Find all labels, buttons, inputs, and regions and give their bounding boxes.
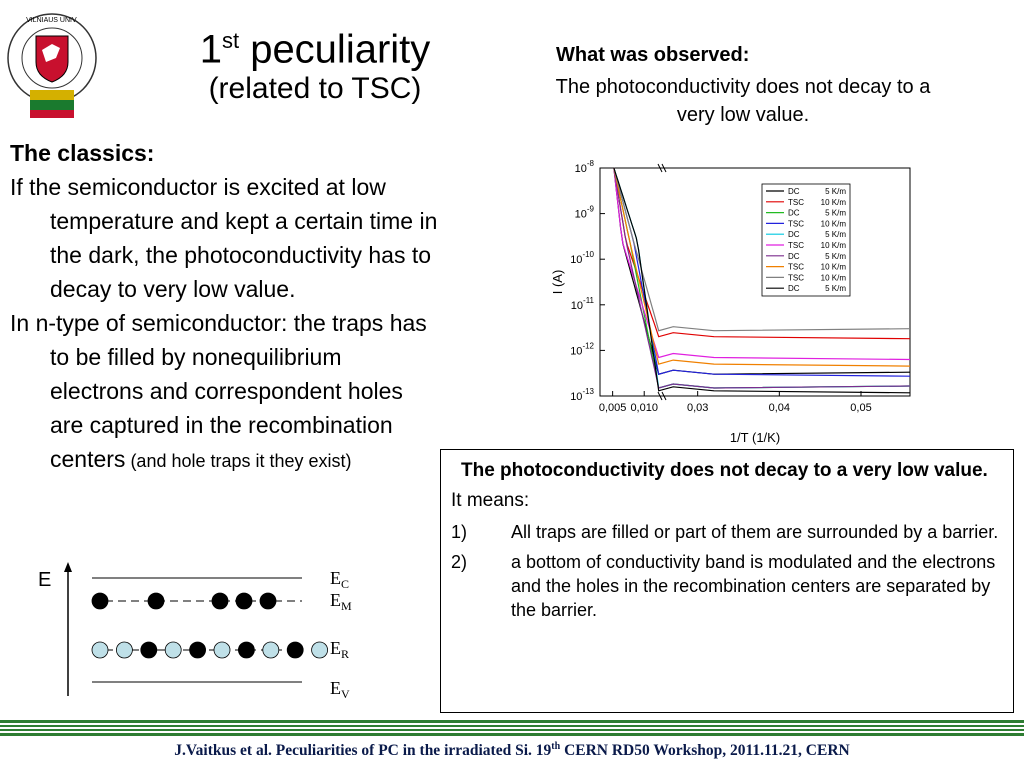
- legend-series-rate: 10 K/m: [820, 241, 846, 250]
- legend-series-name: TSC: [788, 219, 804, 229]
- box-means: It means:: [451, 490, 530, 511]
- y-tick-label: $10^{-12}$: [570, 341, 594, 358]
- empty-center-dot: [116, 642, 132, 658]
- footer-pre: J.Vaitkus et al. Peculiarities of PC in the irradiated Si. 19: [174, 742, 552, 760]
- legend-series-rate: 5 K/m: [825, 187, 846, 196]
- empty-center-dot: [263, 642, 279, 658]
- legend-series-rate: 5 K/m: [825, 230, 846, 240]
- legend-series-name: TSC: [788, 262, 804, 272]
- electron-dot: [236, 593, 252, 609]
- x-tick-label: 0,04: [768, 402, 791, 414]
- level-ev-label: $E_V$: [330, 678, 350, 700]
- energy-axis-label: E: [38, 569, 52, 591]
- energy-level-diagram: [30, 560, 370, 700]
- footer-sup: th: [551, 741, 561, 752]
- legend-series-rate: 5 K/m: [825, 251, 846, 261]
- observed-heading: What was observed:: [556, 44, 750, 66]
- box-heading: The photoconductivity does not decay to a very low value.: [461, 460, 988, 481]
- chart-legend: [762, 184, 850, 296]
- level-er-label: $E_R$: [330, 638, 350, 661]
- legend-series-rate: 10 K/m: [820, 197, 846, 207]
- footer-post: CERN RD50 Workshop, 2011.11.21, CERN: [560, 742, 850, 760]
- classics-heading: The classics:: [10, 140, 155, 166]
- x-tick-label: 0,05: [850, 402, 872, 414]
- empty-center-dot: [165, 642, 181, 658]
- legend-series-rate: 10 K/m: [820, 262, 846, 272]
- legend-series-name: DC: [788, 230, 800, 240]
- classics-paragraph-1: If the semiconductor is excited at low temperature and kept a certain time in the dark, the photoconductivity has to decay to very low value.: [10, 174, 438, 302]
- filled-center-dot: [238, 642, 254, 658]
- slide-title: [150, 18, 480, 106]
- legend-series-rate: 10 K/m: [820, 273, 846, 283]
- legend-series-rate: 10 K/m: [820, 219, 846, 229]
- x-tick-label: 0,005: [598, 402, 627, 414]
- empty-center-dot: [214, 642, 230, 658]
- slide-subtitle: (related to TSC): [208, 72, 422, 106]
- legend-series-name: TSC: [788, 241, 804, 250]
- footer-divider: [0, 720, 1024, 738]
- observed-section: [548, 44, 938, 129]
- box-item-1: [451, 520, 1003, 544]
- legend-series-name: DC: [788, 187, 800, 196]
- electron-dot: [212, 593, 228, 609]
- empty-center-dot: [312, 642, 328, 658]
- filled-center-dot: [287, 642, 303, 658]
- filled-center-dot: [190, 642, 206, 658]
- level-ec-label: $E_C$: [330, 568, 350, 591]
- filled-center-dot: [141, 642, 157, 658]
- university-seal-logo: [6, 6, 98, 122]
- box-item-1-text: All traps are filled or part of them are surrounded by a barrier.: [511, 522, 999, 542]
- x-tick-label: 0,03: [686, 402, 709, 414]
- y-tick-label: $10^{-8}$: [574, 159, 594, 175]
- chart-axes: [550, 159, 910, 445]
- classics-paragraph-2: [10, 306, 440, 478]
- level-em-label: $E_M$: [330, 590, 352, 613]
- classics-section: [10, 136, 440, 478]
- legend-series-name: DC: [788, 251, 800, 261]
- x-axis-label: 1/T (1/K): [729, 430, 781, 445]
- legend-series-name: DC: [788, 284, 800, 294]
- title-rest: peculiarity: [239, 27, 431, 72]
- legend-series-name: TSC: [788, 273, 804, 283]
- title-base: 1: [199, 27, 222, 72]
- classics-p2-note: (and hole traps it they exist): [125, 451, 352, 471]
- legend-series-name: TSC: [788, 197, 804, 207]
- footer-citation: [0, 741, 1024, 760]
- x-tick-label: 0,010: [630, 402, 658, 414]
- electron-dot: [148, 593, 164, 609]
- y-tick-label: $10^{-13}$: [570, 387, 594, 403]
- photocurrent-chart: [540, 148, 960, 448]
- electron-dot: [260, 593, 276, 609]
- empty-center-dot: [92, 642, 108, 658]
- y-tick-label: $10^{-9}$: [574, 204, 594, 221]
- classics-p2-main: In n-type of semiconductor: the traps has to be filled by nonequilibrium electrons and correspondent holes are captured in the recombination centers: [10, 310, 427, 472]
- energy-axis-arrow: [64, 562, 72, 572]
- box-item-2-num: 2): [451, 552, 468, 572]
- explanation-box: [440, 449, 1014, 713]
- y-tick-label: $10^{-10}$: [570, 250, 594, 267]
- plot-frame: [600, 168, 910, 396]
- legend-series-name: DC: [788, 208, 800, 218]
- legend-series-rate: 5 K/m: [825, 208, 846, 218]
- legend-series-rate: 5 K/m: [825, 284, 846, 294]
- box-item-2-text: a bottom of conductivity band is modulated and the electrons and the holes in the recombination centers are separated by the barrier.: [511, 552, 996, 620]
- svg-text:VILNIAUS UNIV.: VILNIAUS UNIV.: [26, 17, 78, 24]
- electron-dot: [92, 593, 108, 609]
- observed-text: The photoconductivity does not decay to a very low value.: [555, 76, 931, 126]
- y-tick-label: $10^{-11}$: [570, 295, 594, 312]
- y-axis-label: I (A): [550, 269, 565, 295]
- title-sup: st: [221, 28, 240, 53]
- box-item-1-num: 1): [451, 522, 468, 542]
- box-item-2: [451, 550, 1003, 622]
